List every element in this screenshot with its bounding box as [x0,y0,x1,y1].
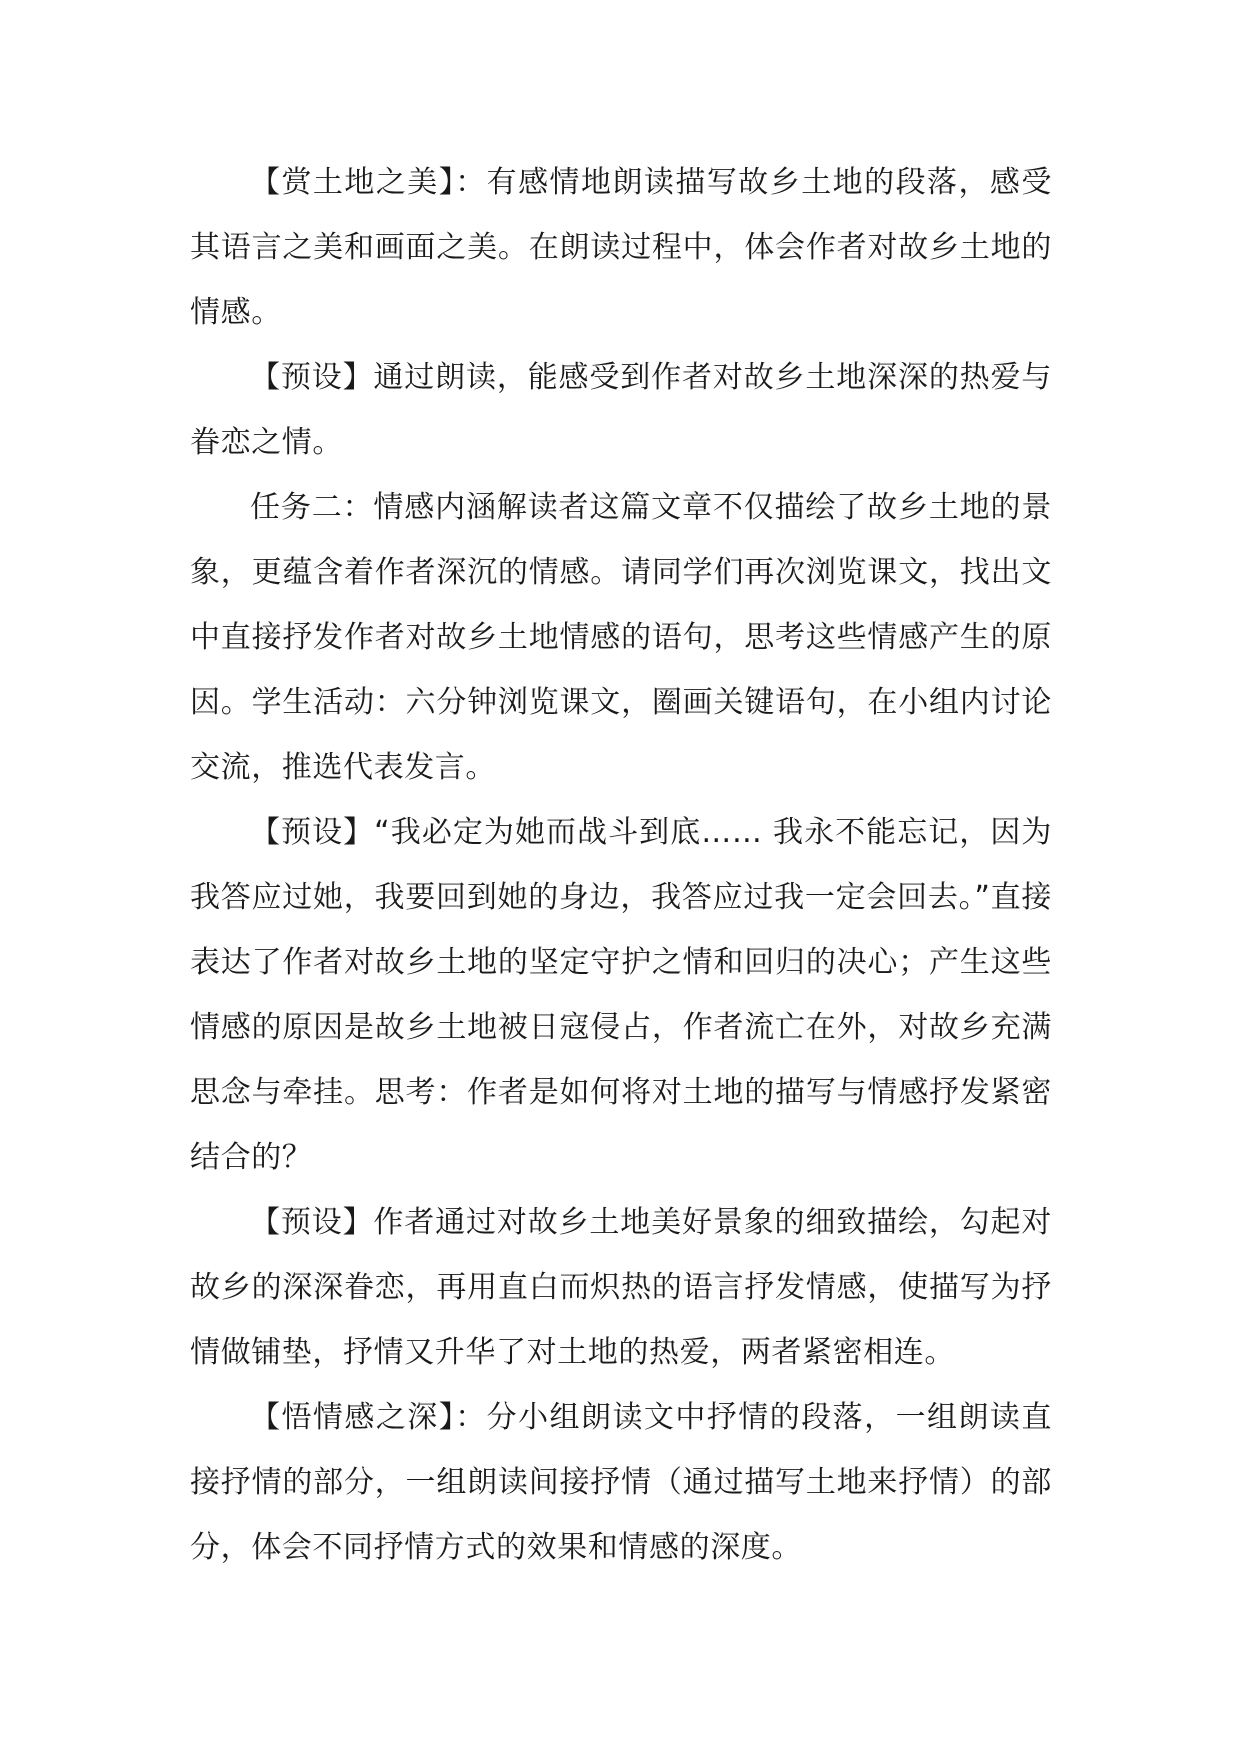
paragraph-preset-2: 【预设】“我必定为她而战斗到底…… 我永不能忘记，因为我答应过她，我要回到她的身边，我答应过我一定会回去。”直接表达了作者对故乡土地的坚定守护之情和回归的决心；产生这些情感的原因是故乡土地被日寇侵占，作者流亡在外，对故乡充满思念与牵挂。思考：作者是如何将对土地的描写与情感抒发紧密结合的？ [190,815,1052,1175]
paragraph-preset-1: 【预设】通过朗读，能感受到作者对故乡土地深深的热爱与眷恋之情。 [190,360,1052,460]
document-body [190,150,1052,1580]
paragraph-emotion-depth: 【悟情感之深】：分小组朗读文中抒情的段落，一组朗读直接抒情的部分，一组朗读间接抒情（通过描写土地来抒情）的部分，体会不同抒情方式的效果和情感的深度。 [190,1400,1052,1565]
paragraph-appreciate-land: 【赏土地之美】：有感情地朗读描写故乡土地的段落，感受其语言之美和画面之美。在朗读过程中，体会作者对故乡土地的情感。 [190,165,1052,330]
paragraph-task-two: 任务二：情感内涵解读者这篇文章不仅描绘了故乡土地的景象，更蕴含着作者深沉的情感。请同学们再次浏览课文，找出文中直接抒发作者对故乡土地情感的语句，思考这些情感产生的原因。学生活动：六分钟浏览课文，圈画关键语句，在小组内讨论交流，推选代表发言。 [190,490,1052,785]
paragraph-preset-3: 【预设】作者通过对故乡土地美好景象的细致描绘，勾起对故乡的深深眷恋，再用直白而炽热的语言抒发情感，使描写为抒情做铺垫，抒情又升华了对土地的热爱，两者紧密相连。 [190,1205,1052,1370]
